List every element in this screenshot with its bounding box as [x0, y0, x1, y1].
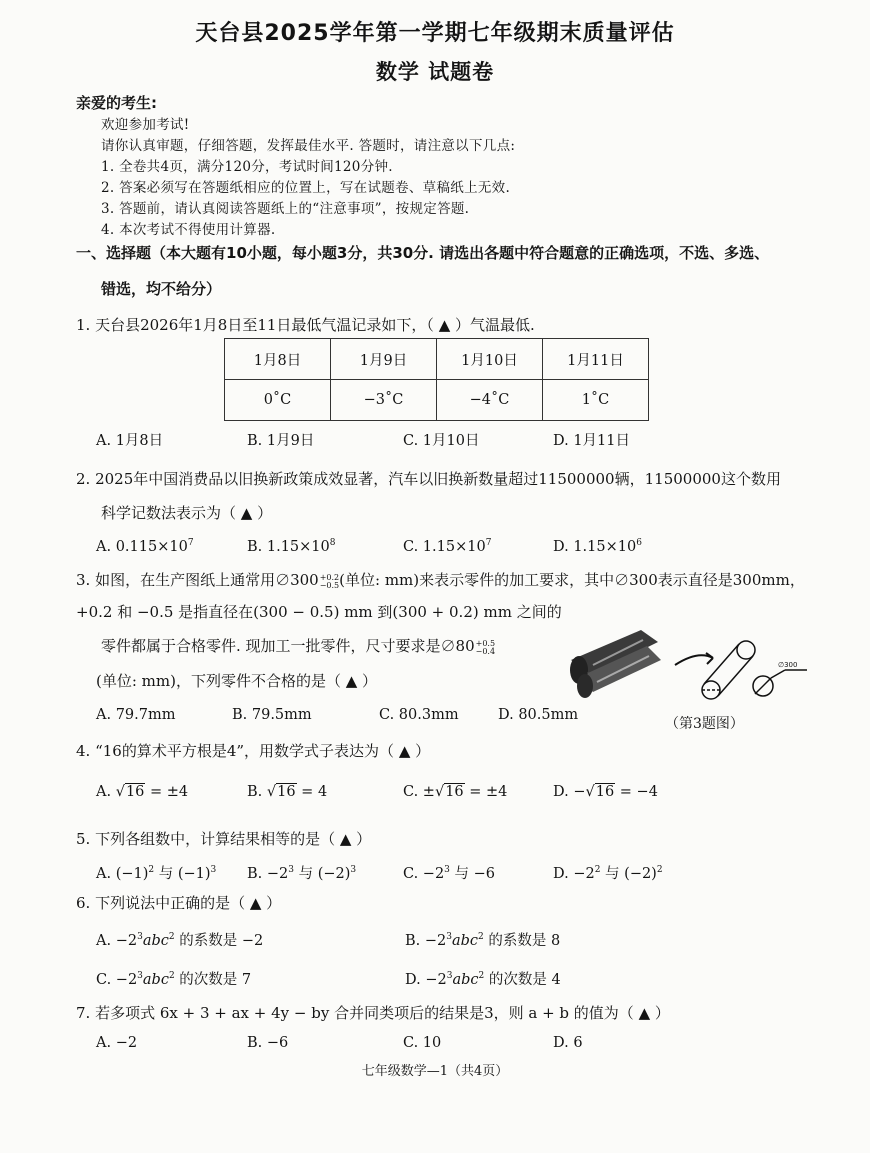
- page-title: 天台县2025学年第一学期七年级期末质量评估: [195, 21, 675, 46]
- q6-option-c: C. $-2^3abc^2$ 的次数是 7: [96, 971, 252, 988]
- q4-option-c: C. ±√16 = ±4: [403, 784, 508, 800]
- q5-option-b: B. $-2^3$ 与 $(-2)^3$: [247, 865, 357, 882]
- table-cell: 1˚C: [543, 380, 649, 421]
- q2-option-b: B. $1.15\times 10^8$: [247, 538, 336, 555]
- tolerance: +0.2 −0.5: [319, 573, 340, 590]
- q6-option-b: B. $-2^3abc^2$ 的系数是 8: [405, 932, 561, 949]
- pipes-photo: [570, 630, 661, 698]
- question-5-stem: 5. 下列各组数中，计算结果相等的是（ ▲ ）: [76, 830, 372, 848]
- q6-option-d: D. $-2^3abc^2$ 的次数是 4: [405, 971, 561, 988]
- note-line: 3. 答题前，请认真阅读答题纸上的“注意事项”，按规定答题.: [101, 201, 470, 217]
- table-cell: −3˚C: [331, 380, 437, 421]
- question-3-line3: 零件都属于合格零件. 现加工一批零件，尺寸要求是∅80+0.5 −0.4: [101, 637, 496, 656]
- q7-option-c: C. 10: [403, 1035, 442, 1051]
- q7-option-d: D. 6: [553, 1035, 583, 1051]
- question-4-stem: 4. “16的算术平方根是4”，用数学式子表达为（ ▲ ）: [76, 742, 431, 760]
- q4-option-d: D. −√16 = −4: [553, 784, 658, 800]
- table-header-cell: 1月8日: [225, 339, 331, 380]
- figure-label: ∅300: [778, 661, 798, 669]
- q1-option-c: C. 1月10日: [403, 433, 480, 449]
- cylinder-drawing: [702, 641, 807, 699]
- page-footer: 七年级数学—1（共4页）: [361, 1064, 509, 1079]
- q5-option-a: A. $(-1)^2$ 与 $(-1)^3$: [96, 865, 217, 882]
- q3-option-d: D. 80.5mm: [498, 707, 579, 723]
- question-3-stem: 3. 如图，在生产图纸上通常用∅300+0.2 −0.5(单位: mm)来表示零件的加工要求，其中∅300表示直径是300mm，: [76, 571, 805, 590]
- table-cell: 0˚C: [225, 380, 331, 421]
- greeting: 亲爱的考生:: [76, 94, 157, 112]
- table-header-cell: 1月9日: [331, 339, 437, 380]
- q1-option-b: B. 1月9日: [247, 433, 315, 449]
- section-heading-cont: 错选，均不给分）: [101, 280, 222, 298]
- q1-option-d: D. 1月11日: [553, 433, 631, 449]
- question-1-stem: 1. 天台县2026年1月8日至11日最低气温记录如下，（ ▲ ）气温最低.: [76, 316, 535, 334]
- question-3-line4: (单位: mm)，下列零件不合格的是（ ▲ ）: [96, 672, 378, 690]
- q3-option-a: A. 79.7mm: [96, 707, 176, 723]
- question-7-stem: 7. 若多项式 6x + 3 + ax + 4y − by 合并同类项后的结果是3，则 a + b 的值为（ ▲ ）: [76, 1004, 670, 1022]
- q5-option-d: D. $-2^2$ 与 $(-2)^2$: [553, 865, 663, 882]
- tolerance: +0.5 −0.4: [475, 639, 496, 656]
- q2-option-d: D. $1.15\times 10^6$: [553, 538, 642, 555]
- q3-option-b: B. 79.5mm: [232, 707, 312, 723]
- q2-option-a: A. $0.115\times 10^7$: [96, 538, 194, 555]
- q1-option-a: A. 1月8日: [96, 433, 164, 449]
- q4-option-b: B. √16 = 4: [247, 784, 328, 800]
- figure-caption: （第3题图）: [665, 716, 744, 732]
- question-2-stem-cont: 科学记数法表示为（ ▲ ）: [101, 504, 273, 522]
- note-line: 1. 全卷共4页，满分120分，考试时间120分钟.: [101, 159, 393, 175]
- section-heading: 一、选择题（本大题有10小题，每小题3分，共30分. 请选出各题中符合题意的正确选项，不选、多选、: [76, 244, 770, 262]
- q6-option-a: A. $-2^3abc^2$ 的系数是 −2: [96, 932, 264, 949]
- q7-option-b: B. −6: [247, 1035, 289, 1051]
- q4-option-a: A. √16 = ±4: [96, 784, 189, 800]
- question-6-stem: 6. 下列说法中正确的是（ ▲ ）: [76, 894, 282, 912]
- q3-option-c: C. 80.3mm: [379, 707, 459, 723]
- q7-option-a: A. −2: [96, 1035, 138, 1051]
- table-header-cell: 1月11日: [543, 339, 649, 380]
- q2-option-c: C. $1.15\times 10^7$: [403, 538, 492, 555]
- note-line: 2. 答案必须写在答题纸相应的位置上，写在试题卷、草稿纸上无效.: [101, 180, 511, 196]
- pipe-figure: [563, 620, 813, 710]
- note-line: 欢迎参加考试!: [101, 117, 190, 133]
- note-line: 请你认真审题，仔细答题，发挥最佳水平. 答题时，请注意以下几点:: [101, 138, 516, 154]
- temperature-table: [224, 338, 649, 421]
- table-header-cell: 1月10日: [437, 339, 543, 380]
- question-3-line2: +0.2 和 −0.5 是指直径在(300 − 0.5) mm 到(300 + 0.2) mm 之间的: [76, 603, 562, 621]
- note-line: 4. 本次考试不得使用计算器.: [101, 222, 276, 238]
- question-2-stem: 2. 2025年中国消费品以旧换新政策成效显著，汽车以旧换新数量超过11500000辆，11500000这个数用: [76, 470, 781, 488]
- q5-option-c: C. $-2^3$ 与 −6: [403, 865, 495, 882]
- page-subtitle: 数学 试题卷: [375, 60, 495, 84]
- table-cell: −4˚C: [437, 380, 543, 421]
